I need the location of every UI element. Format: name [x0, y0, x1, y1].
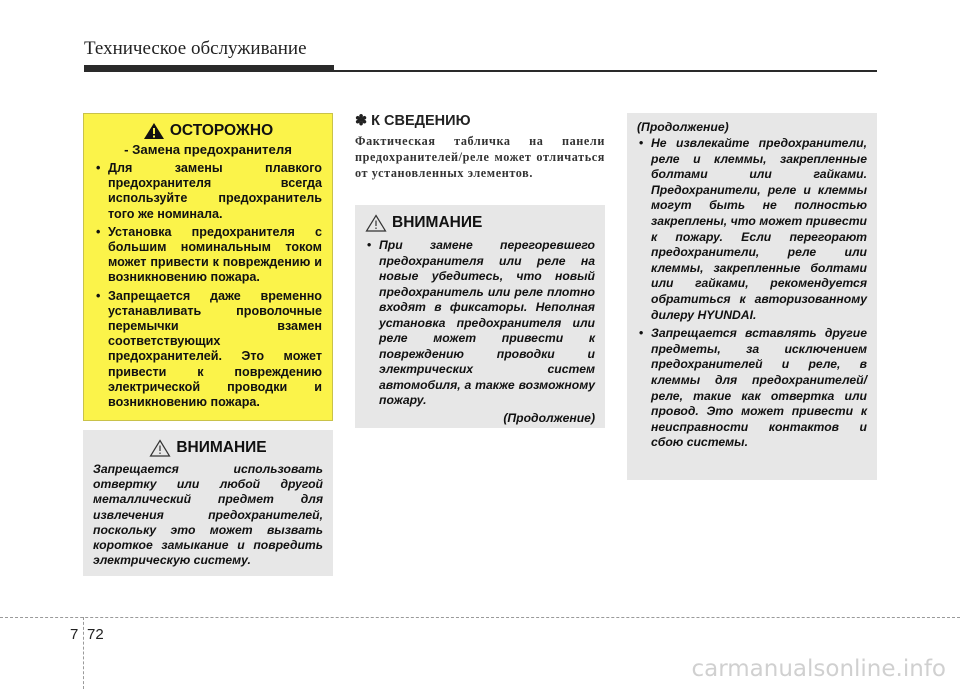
list-item: • Не извлекайте предохранители, реле и клеммы, закрепленные болтами или гайками. Предохранители, реле и клеммы могут быть не полностью закреплены, что может привести к пожару. Если перегорают предохранители, реле или клеммы, закрепленные болтами или гайками, рекомендуется обратиться к авторизованному дилеру HYUNDAI. — [651, 136, 867, 323]
notice-heading — [365, 214, 595, 232]
info-title: ✽ К СВЕДЕНИЮ — [355, 113, 471, 129]
caution-list — [94, 161, 322, 410]
footer-divider — [0, 617, 960, 618]
watermark: carmanualsonline.info — [691, 656, 946, 682]
page-header-title: Техническое обслуживание — [84, 38, 307, 59]
warning-triangle-icon — [149, 439, 171, 457]
caution-heading — [94, 122, 322, 140]
caution-subtitle: - Замена предохранителя — [124, 142, 292, 157]
notice-box-right — [627, 113, 877, 480]
notice-title: ВНИМАНИЕ — [392, 214, 483, 231]
footer-vertical-divider — [83, 617, 84, 689]
warning-triangle-icon — [143, 122, 165, 140]
list-item: • Для замены плавкого предохранителя всегда используйте предохранитель того же номинала. — [108, 161, 322, 222]
caution-box — [83, 113, 333, 421]
list-item: • Запрещается вставлять другие предметы, за исключением предохранителей и реле, в клеммы для предохранителей/реле, такие как отвертка или провод. Это может привести к неисправности контактов и сбою системы. — [651, 326, 867, 451]
header-rule-thin — [334, 70, 877, 72]
caution-title: ОСТОРОЖНО — [169, 122, 274, 139]
list-item: • Запрещается даже временно устанавливать проволочные перемычки взамен соответствующих предохранителей. Это может привести к повреждению электрической проводки и возникновению пожара. — [108, 289, 322, 411]
warning-triangle-icon — [365, 214, 387, 232]
section-number: 7 — [70, 626, 79, 643]
notice-box-middle — [355, 205, 605, 428]
continued-label: (Продолжение) — [637, 120, 729, 134]
notice-list — [365, 238, 595, 409]
notice-list — [637, 136, 867, 451]
page-number: 72 — [87, 626, 104, 643]
info-text: Фактическая табличка на панели предохранителей/реле может отличаться от установленных элементов. — [355, 134, 605, 181]
continued-label: (Продолжение) — [503, 410, 595, 425]
list-item: • При замене перегоревшего предохранителя или реле на новые убедитесь, что новый предохранитель или реле плотно входят в фиксаторы. Неполная установка предохранителя или реле может привести к повреждению проводки и электрических систем автомобиля, а также возможному пожару. — [379, 238, 595, 409]
notice-heading — [93, 439, 323, 457]
notice-title: ВНИМАНИЕ — [176, 439, 267, 456]
notice-text: Запрещается использовать отвертку или любой другой металлический предмет для извлечения предохранителей, поскольку это может вызвать короткое замыкание и повредить электрическую систему. — [93, 462, 323, 568]
list-item: • Установка предохранителя с большим номинальным током может привести к повреждению и возникновению пожара. — [108, 225, 322, 286]
notice-box-left — [83, 430, 333, 576]
header-rule-thick — [84, 65, 334, 72]
